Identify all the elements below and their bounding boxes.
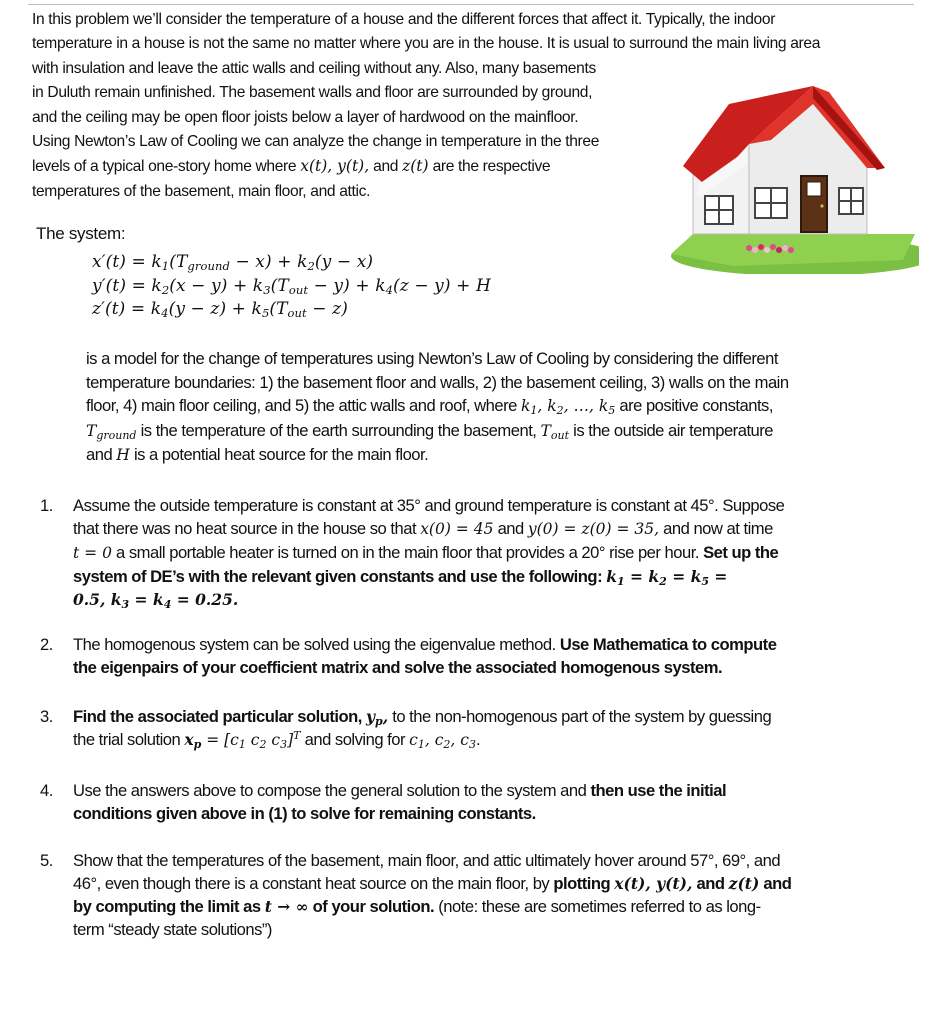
intro-line: with insulation and leave the attic walls and ceiling without any. Also, many basements	[32, 59, 596, 77]
intro-line: in Duluth remain unfinished. The basement walls and floor are surrounded by ground,	[32, 84, 593, 102]
question-number: 2.	[40, 635, 53, 654]
intro-line: levels of a typical one-story home where x(t), y(t), and z(t) are the respective	[32, 157, 551, 176]
question-number: 1.	[40, 496, 53, 515]
model-line: $T_{ground}$ is the temperature of the earth surrounding the basement, $T_{out}$ is the outside air temperature	[86, 420, 774, 442]
intro-line: In this problem we’ll consider the temperature of a house and the different forces that affect it. Typically, the indoor	[32, 11, 776, 28]
house-illustration	[653, 84, 919, 274]
model-line: and H is a potential heat source for the main floor.	[86, 445, 429, 465]
question-number: 3.	[40, 707, 53, 726]
equation-z: $z'(t) = k_4(y - z) + k_5(T_{out} - z)$	[92, 299, 348, 320]
model-line: temperature boundaries: 1) the basement floor and walls, 2) the basement ceiling, 3) walls on the main	[86, 372, 789, 392]
model-line: is a model for the change of temperatures using Newton’s Law of Cooling by considering the different	[86, 349, 778, 368]
model-line: floor, 4) main floor ceiling, and 5) the attic walls and roof, where $k_1$, $k_2$, …, $k_5$ are positive constants,	[86, 396, 773, 418]
intro-line: and the ceiling may be open floor joists below a layer of hardwood on the mainfloor.	[32, 108, 579, 126]
model-paragraph	[86, 347, 886, 468]
question-number: 4.	[40, 781, 53, 800]
intro-line: temperature in a house is not the same no matter where you are in the house. It is usual to surround the main living area	[32, 35, 821, 53]
intro-line: Using Newton’s Law of Cooling we can analyze the change in temperature in the three	[32, 133, 600, 151]
equation-x: $x'(t) = k_1(T_{ground} - x) + k_2(y - x)$	[92, 252, 374, 273]
system-label: The system:	[36, 224, 126, 243]
intro-line: temperatures of the basement, main floor, and attic.	[32, 182, 371, 200]
question-number: 5.	[40, 851, 53, 870]
top-divider	[28, 4, 914, 5]
equation-y: $y'(t) = k_2(x - y) + k_3(T_{out} - y) + k_4(z - y) + H$	[92, 276, 491, 297]
